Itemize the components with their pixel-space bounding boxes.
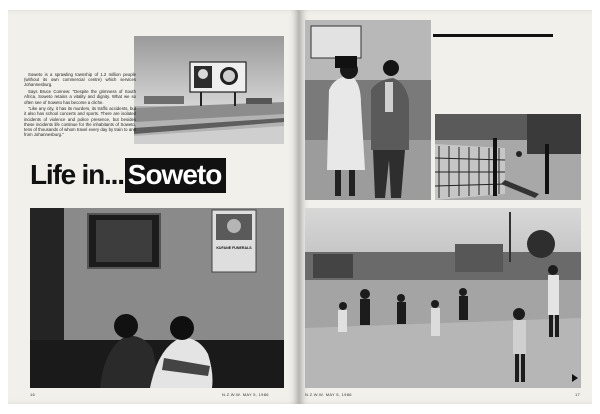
intro-paragraph: "Like any city, it has its murders, its traffic accidents, but it also has school concerts and sports. There are isolated incidents of violence and police presence, but besides these incidents life continue for the inhabitants of Soweto, tens of thousands of whom travel every day by train to and from Johannesburg." — [24, 106, 136, 138]
left-page — [8, 10, 299, 404]
headline — [30, 156, 226, 194]
billboard-photo — [134, 36, 284, 144]
right-page — [299, 10, 592, 404]
headline-word: Soweto — [125, 158, 227, 193]
left-page-credit: N.Z.W.W. MAY 5, 1986 — [222, 392, 269, 397]
yard-fence-photo — [435, 114, 581, 200]
magazine-spread — [8, 10, 592, 404]
headline-prefix: Life in... — [30, 159, 124, 190]
children-playing-photo — [305, 208, 581, 388]
right-page-number: 17 — [574, 392, 580, 397]
top-right-panel — [433, 20, 583, 110]
intro-paragraph: Soweto is a sprawling township of 1.2 million people (without its own commercial centre) which services Johannesburg. — [24, 72, 136, 88]
intro-paragraph: Says Bruce Connew: "Despite the grimness of South Africa, Soweto retains a vitality and dignity. What we so often see of Soweto has become a cliche. — [24, 89, 136, 105]
continue-arrow-icon — [572, 374, 578, 382]
intro-text — [24, 72, 136, 139]
interior-photo — [30, 208, 284, 388]
left-page-number: 16 — [30, 392, 36, 397]
funeral-poster-label: KUFANE FUNERALS — [216, 246, 252, 250]
right-page-credit: N.Z.W.W. MAY 5, 1986 — [305, 392, 352, 397]
header-rule — [433, 34, 553, 37]
street-couple-photo — [305, 20, 431, 200]
